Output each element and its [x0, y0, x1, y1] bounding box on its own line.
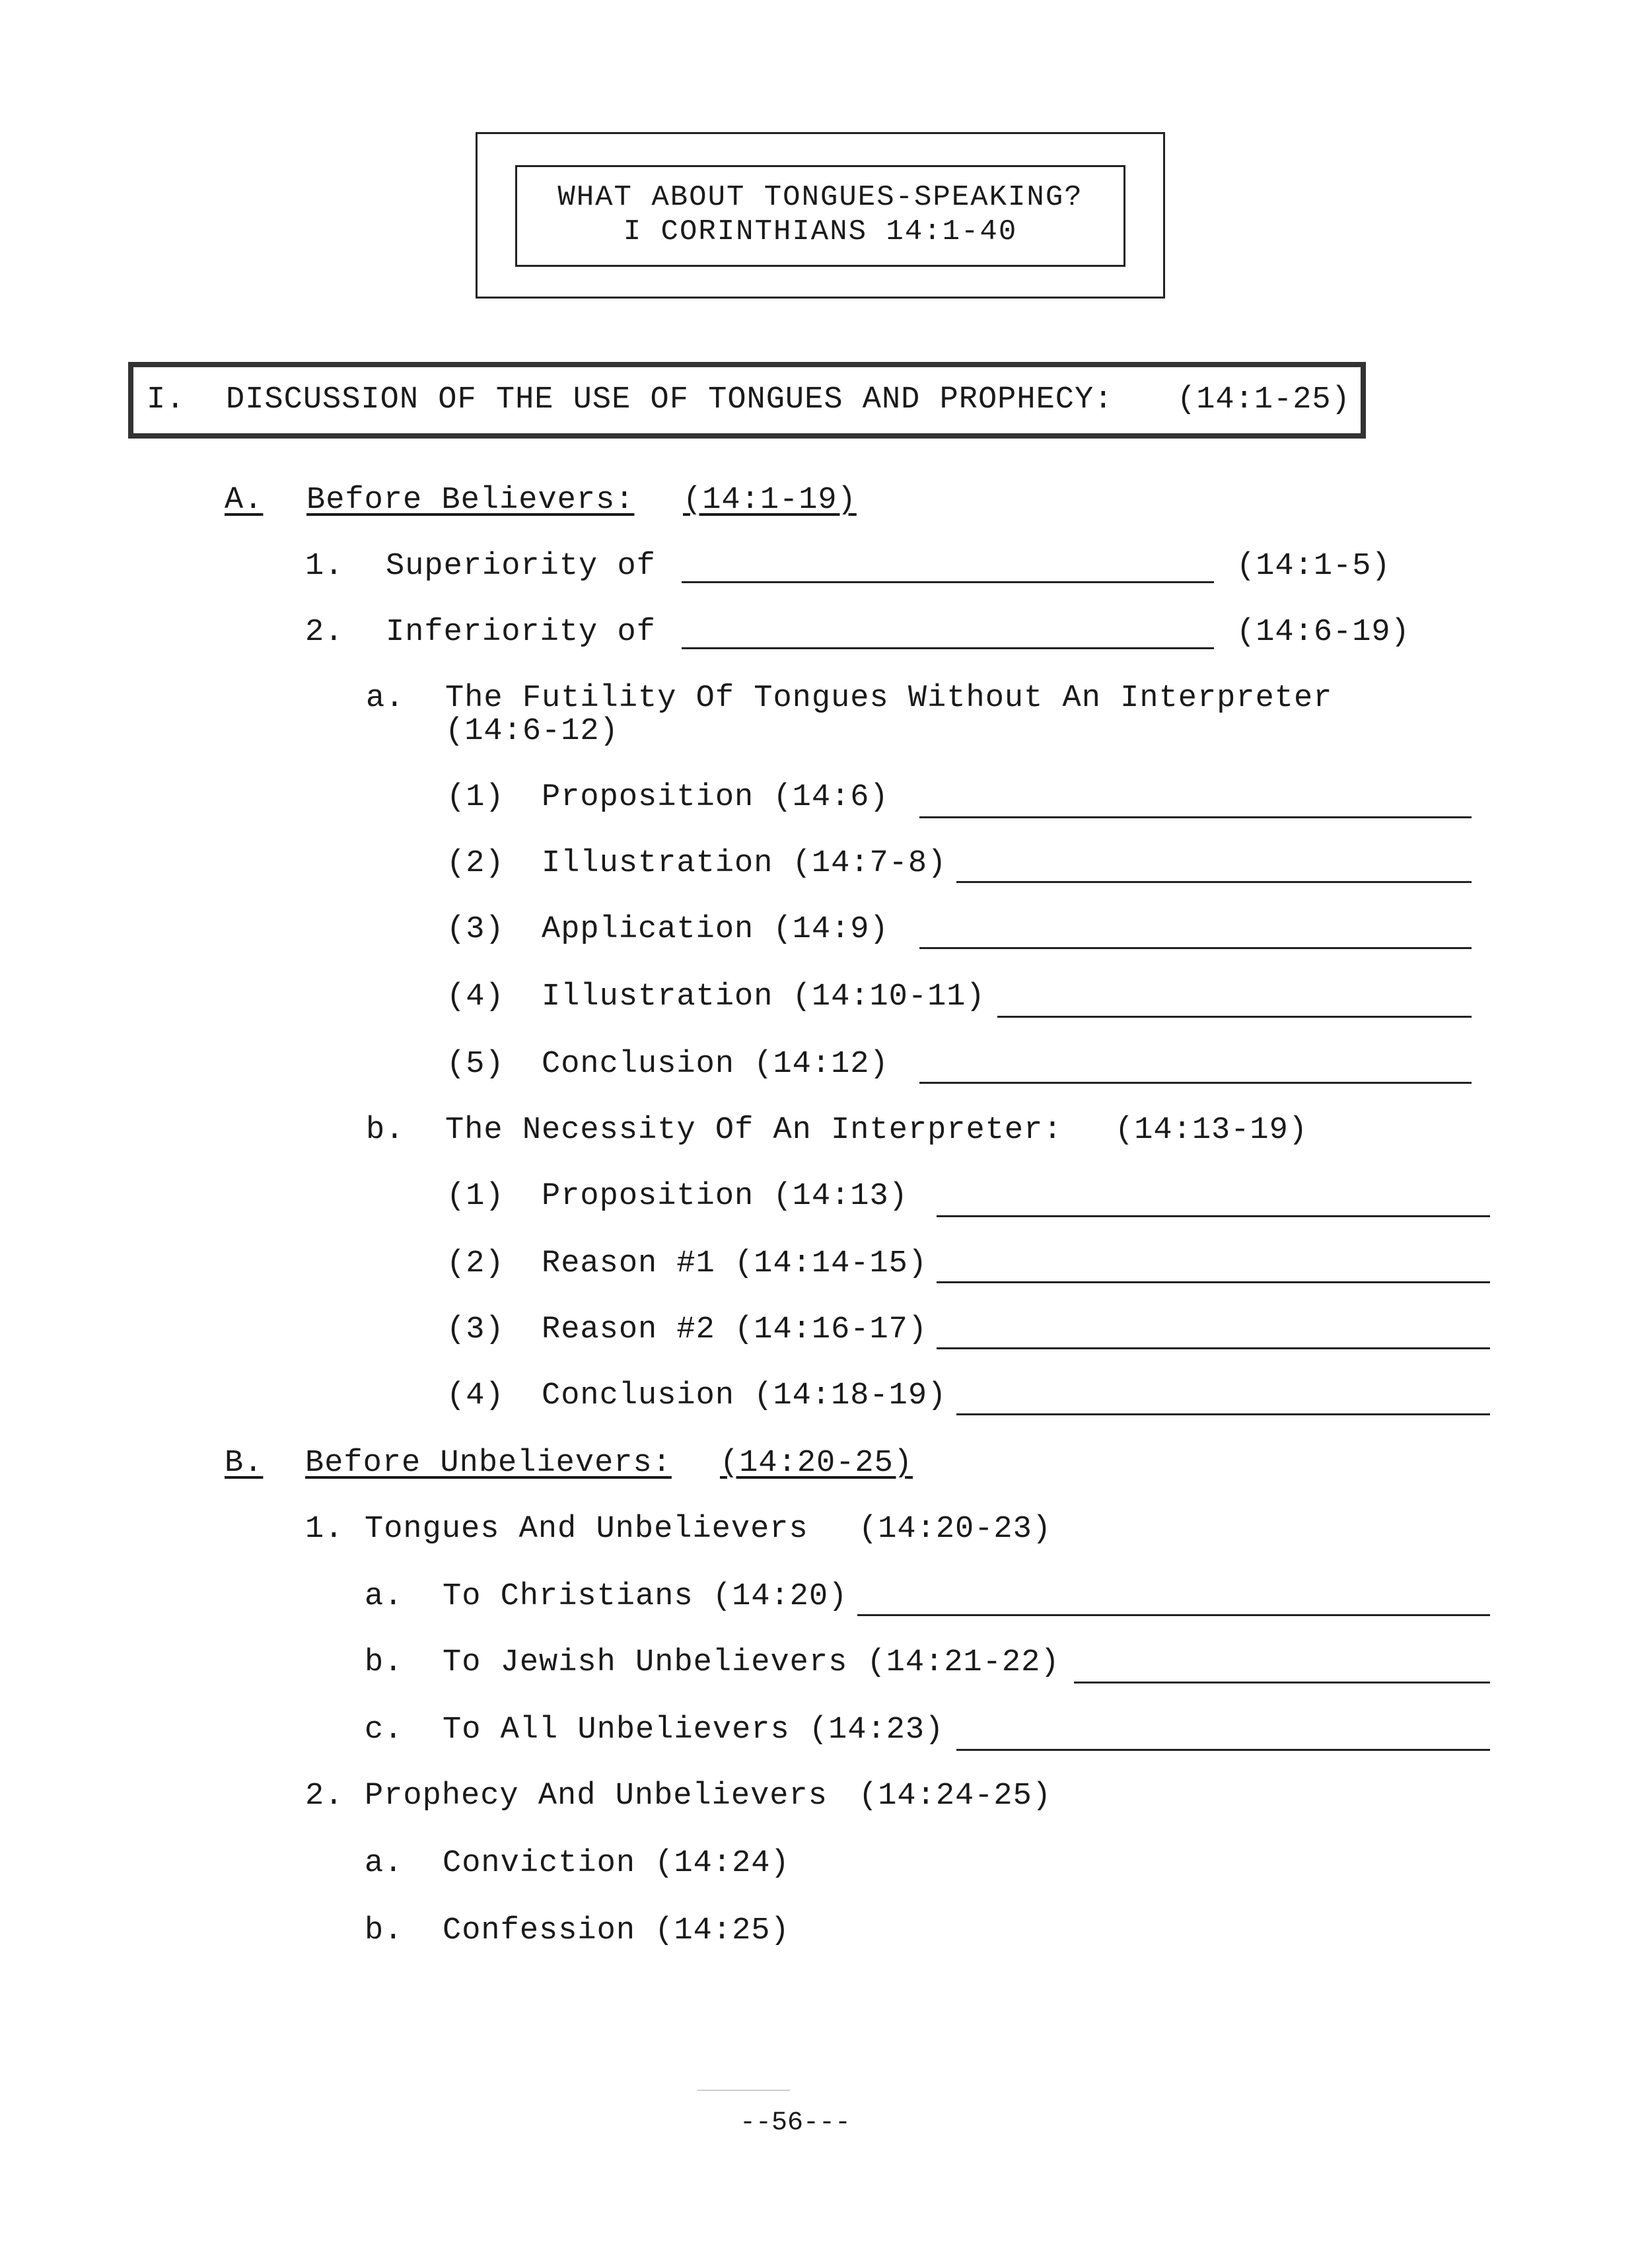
part-a-letter: A.	[225, 483, 264, 518]
sub-item-letter: b.	[366, 1113, 405, 1148]
fill-in-blank	[857, 1614, 1490, 1616]
sub-item-label: To All Unbelievers (14:23)	[443, 1713, 944, 1748]
item-number: 2.	[305, 615, 344, 650]
item-label: Prophecy And Unbelievers	[365, 1779, 828, 1814]
point-number: (5)	[446, 1047, 505, 1082]
fill-in-blank	[956, 881, 1472, 883]
sub-item-letter: a.	[365, 1846, 404, 1881]
point-number: (3)	[446, 912, 505, 947]
sub-item-label: Conviction (14:24)	[443, 1846, 790, 1881]
fill-in-blank	[1074, 1682, 1490, 1683]
item-reference: (14:1-5)	[1236, 549, 1391, 584]
point-number: (4)	[446, 979, 505, 1014]
point-label: Conclusion (14:12)	[542, 1047, 889, 1082]
fill-in-blank	[919, 947, 1472, 949]
item-number: 2.	[305, 1779, 344, 1814]
item-number: 1.	[305, 549, 344, 584]
sub-item-label: To Christians (14:20)	[443, 1579, 848, 1614]
sub-item-letter: a.	[365, 1579, 404, 1614]
part-b-heading: Before Unbelievers:	[305, 1446, 672, 1481]
fill-in-blank	[937, 1215, 1490, 1217]
item-number: 1.	[305, 1512, 344, 1547]
item-reference: (14:20-23)	[859, 1512, 1052, 1547]
document-scripture-reference: I CORINTHIANS 14:1-40	[623, 215, 1018, 248]
point-number: (4)	[446, 1378, 505, 1413]
sub-item-label: Confession (14:25)	[443, 1913, 790, 1948]
footer-rule	[697, 2090, 790, 2091]
document-title: WHAT ABOUT TONGUES-SPEAKING?	[557, 181, 1083, 214]
section-numeral: I.	[147, 382, 186, 417]
point-label: Reason #2 (14:16-17)	[542, 1312, 928, 1347]
sub-item-label: To Jewish Unbelievers (14:21-22)	[443, 1645, 1060, 1680]
fill-in-blank	[937, 1347, 1490, 1349]
part-a-heading: Before Believers:	[306, 483, 635, 518]
sub-item-label: The Necessity Of An Interpreter:	[445, 1113, 1063, 1148]
point-number: (1)	[446, 1179, 505, 1214]
item-label: Inferiority of	[386, 615, 656, 650]
point-label: Proposition (14:6)	[542, 780, 889, 815]
fill-in-blank	[682, 581, 1214, 583]
sub-item-letter: b.	[365, 1645, 404, 1680]
fill-in-blank	[919, 816, 1472, 818]
part-b-reference: (14:20-25)	[720, 1446, 913, 1481]
point-label: Proposition (14:13)	[542, 1179, 908, 1214]
fill-in-blank	[919, 1082, 1472, 1084]
point-label: Reason #1 (14:14-15)	[542, 1246, 928, 1281]
item-reference: (14:6-19)	[1236, 615, 1410, 650]
sub-item-letter: a.	[366, 681, 405, 716]
point-number: (2)	[446, 846, 505, 881]
sub-item-reference: (14:13-19)	[1115, 1113, 1308, 1148]
item-label: Superiority of	[386, 549, 656, 584]
fill-in-blank	[937, 1281, 1490, 1283]
page-number: --56---	[740, 2108, 851, 2138]
sub-item-letter: b.	[365, 1913, 404, 1948]
fill-in-blank	[956, 1413, 1490, 1415]
section-heading: DISCUSSION OF THE USE OF TONGUES AND PROPHECY:	[226, 382, 1114, 417]
sub-item-label: The Futility Of Tongues Without An Interpreter	[445, 681, 1333, 716]
point-number: (3)	[446, 1312, 505, 1347]
part-b-letter: B.	[225, 1446, 264, 1481]
section-reference: (14:1-25)	[1177, 382, 1351, 417]
fill-in-blank	[956, 1749, 1490, 1751]
item-label: Tongues And Unbelievers	[365, 1512, 808, 1547]
point-number: (1)	[446, 780, 505, 815]
point-number: (2)	[446, 1246, 505, 1281]
point-label: Illustration (14:10-11)	[542, 979, 985, 1014]
item-reference: (14:24-25)	[859, 1779, 1052, 1814]
sub-item-letter: c.	[365, 1713, 404, 1748]
fill-in-blank	[682, 647, 1214, 649]
part-a-reference: (14:1-19)	[683, 483, 857, 518]
point-label: Application (14:9)	[542, 912, 889, 947]
point-label: Conclusion (14:18-19)	[542, 1378, 947, 1413]
sub-item-reference: (14:6-12)	[445, 714, 619, 749]
point-label: Illustration (14:7-8)	[542, 846, 947, 881]
fill-in-blank	[997, 1016, 1472, 1018]
